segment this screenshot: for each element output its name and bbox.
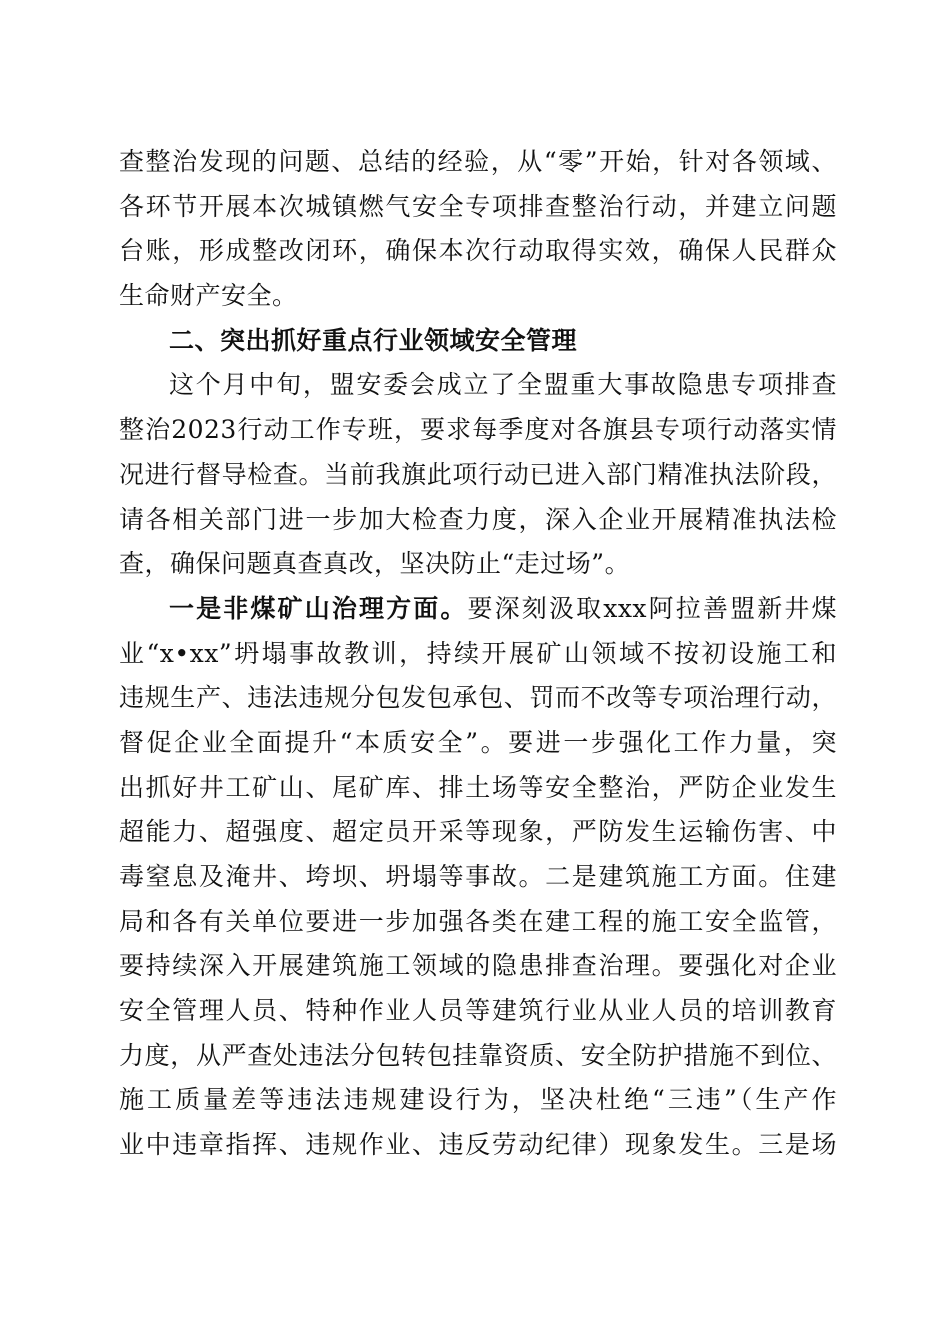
text-line: 整治2023行动工作专班，要求每季度对各旗县专项行动落实情 xyxy=(119,415,837,445)
text-line: 局和各有关单位要进一步加强各类在建工程的施工安全监管， xyxy=(119,906,837,936)
lead-rest-text: 要深刻汲取xxx阿拉善盟新井煤 xyxy=(467,593,837,623)
text-line: 督促企业全面提升“本质安全”。要进一步强化工作力量，突 xyxy=(119,727,837,757)
text-line: 台账，形成整改闭环，确保本次行动取得实效，确保人民群众 xyxy=(119,236,837,266)
text-line: 施工质量差等违法违规建设行为，坚决杜绝“三违”（生产作 xyxy=(119,1085,837,1115)
text-line: 违规生产、违法违规分包发包承包、罚而不改等专项治理行动， xyxy=(119,683,837,713)
text-line: 要持续深入开展建筑施工领域的隐患排查治理。要强化对企业 xyxy=(119,951,837,981)
text-line: 业“x•xx”坍塌事故教训，持续开展矿山领域不按初设施工和 xyxy=(119,638,837,668)
paragraph-1 xyxy=(119,140,837,319)
text-line: 力度，从严查处违法分包转包挂靠资质、安全防护措施不到位、 xyxy=(119,1040,837,1070)
text-line: 安全管理人员、特种作业人员等建筑行业从业人员的培训教育 xyxy=(119,996,837,1026)
text-line: 况进行督导检查。当前我旗此项行动已进入部门精准执法阶段， xyxy=(119,459,837,489)
text-line: 生命财产安全。 xyxy=(119,281,298,311)
paragraph-2 xyxy=(119,363,837,586)
text-line xyxy=(119,587,837,632)
document-body xyxy=(119,140,837,1168)
text-line: 超能力、超强度、超定员开采等现象，严防发生运输伤害、中 xyxy=(119,817,837,847)
paragraph-3 xyxy=(119,587,837,1168)
lead-bold-text: 一是非煤矿山治理方面。 xyxy=(169,593,468,623)
text-line: 查整治发现的问题、总结的经验，从“零”开始，针对各领域、 xyxy=(119,147,837,176)
text-line: 请各相关部门进一步加大检查力度，深入企业开展精准执法检 xyxy=(119,504,837,534)
section-heading-2: 二、突出抓好重点行业领域安全管理 xyxy=(169,325,578,355)
text-line: 毒窒息及淹井、垮坝、坍塌等事故。二是建筑施工方面。住建 xyxy=(119,862,837,891)
text-line: 业中违章指挥、违规作业、违反劳动纪律）现象发生。三是场 xyxy=(119,1130,837,1160)
text-line: 出抓好井工矿山、尾矿库、排土场等安全整治，严防企业发生 xyxy=(119,772,837,802)
text-line: 查，确保问题真查真改，坚决防止“走过场”。 xyxy=(119,549,631,579)
text-line: 各环节开展本次城镇燃气安全专项排查整治行动，并建立问题 xyxy=(119,191,837,221)
text-line: 这个月中旬，盟安委会成立了全盟重大事故隐患专项排查 xyxy=(169,370,837,400)
